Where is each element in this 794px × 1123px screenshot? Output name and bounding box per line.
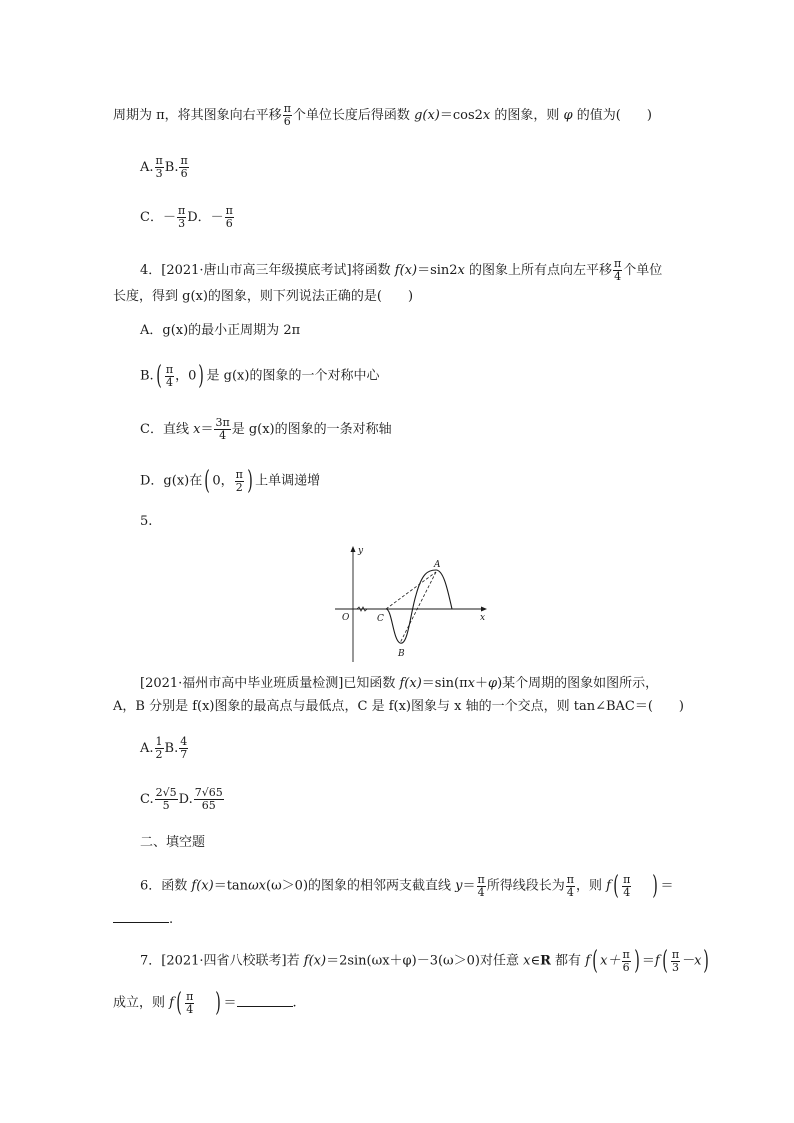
x-axis-arrow <box>481 607 487 612</box>
section-title: 二、填空题 <box>140 835 206 850</box>
q6-stem-line1: 6．函数 f(x)＝tanωx(ω＞0)的图象的相邻两支截直线 y＝ $\frac{\pi}{4}$ 所得线段长为 $\frac{\pi}{4}$ ，则 f( $\frac{\pi}{4}$ ) ＝ <box>140 871 674 901</box>
q3-stem: 周期为 π，将其图象向右平移 $\frac{\pi}{6}$ 个单位长度后得函数 g(x)＝cos2x 的图象，则 φ 的值为( ) <box>113 102 652 128</box>
q4-stem-line2: 长度，得到 g(x)的图象，则下列说法正确的是( ) <box>113 289 414 304</box>
label-x: x <box>480 613 486 623</box>
q6-answer-line: . <box>113 910 173 930</box>
q3-stem-fraction: $\frac{\pi}{6}$ <box>283 102 291 128</box>
q5-options-cd: C. $\frac{2√5}{5}$ D. $\frac{7√65}{65}$ <box>140 786 223 812</box>
q3-options-cd: C．－ $\frac{\pi}{3}$ D．－ $\frac{\pi}{6}$ <box>140 204 233 230</box>
dashed-ab <box>400 572 436 643</box>
q6-answer-blank[interactable] <box>113 910 169 923</box>
q5-stem-line2: A，B 分别是 f(x)图象的最高点与最低点，C 是 f(x)图象与 x 轴的一个交点，则 tan∠BAC＝( ) <box>113 699 684 714</box>
q4-stem-line1: 4．[2021·唐山市高三年级摸底考试]将函数 f(x)＝sin2x 的图象上所有点向左平移 $\frac{\pi}{4}$ 个单位 <box>140 257 663 283</box>
q5-stem-line1: [2021·福州市高中毕业班质量检测]已知函数 f(x)＝sin(πx＋φ)某个周期的图象如图所示， <box>140 676 659 691</box>
dashed-ca <box>386 572 436 609</box>
q5-number: 5. <box>140 514 153 529</box>
label-y: y <box>358 546 364 556</box>
q4-option-b: B.( $\frac{\pi}{4}$ ，0) 是 g(x)的图象的一个对称中心 <box>140 361 380 391</box>
q4-option-d: D．g(x)在( 0， $\frac{\pi}{2}$ ) 上单调递增 <box>140 466 321 496</box>
q7-answer-blank[interactable] <box>237 994 293 1007</box>
q5-options-ab: A. $\frac{1}{2}$ B. $\frac{4}{7}$ <box>140 735 188 761</box>
q7-stem-line1: 7．[2021·四省八校联考]若 f(x)＝2sin(ωx＋φ)－3(ω＞0)对任意 x∈R 都有 f( x＋ $\frac{\pi}{6}$ ) ＝f( $\frac{\pi}{3}$ －x) <box>140 946 710 976</box>
q3-options-ab: A. $\frac{\pi}{3}$ B. $\frac{\pi}{6}$ <box>140 154 188 180</box>
label-b: B <box>398 649 405 659</box>
label-a: A <box>434 560 441 570</box>
label-c: C <box>377 614 384 624</box>
label-o: O <box>342 613 350 623</box>
y-axis-arrow <box>351 546 356 552</box>
q5-sine-graph <box>330 540 495 665</box>
q7-stem-line2: 成立，则 f( $\frac{\pi}{4}$ ) ＝ . <box>113 988 297 1018</box>
q4-option-a: A．g(x)的最小正周期为 2π <box>140 323 301 338</box>
sine-curve <box>386 570 452 643</box>
q4-option-c: C．直线 x＝ $\frac{3\pi}{4}$ 是 g(x)的图象的一条对称轴 <box>140 416 392 442</box>
